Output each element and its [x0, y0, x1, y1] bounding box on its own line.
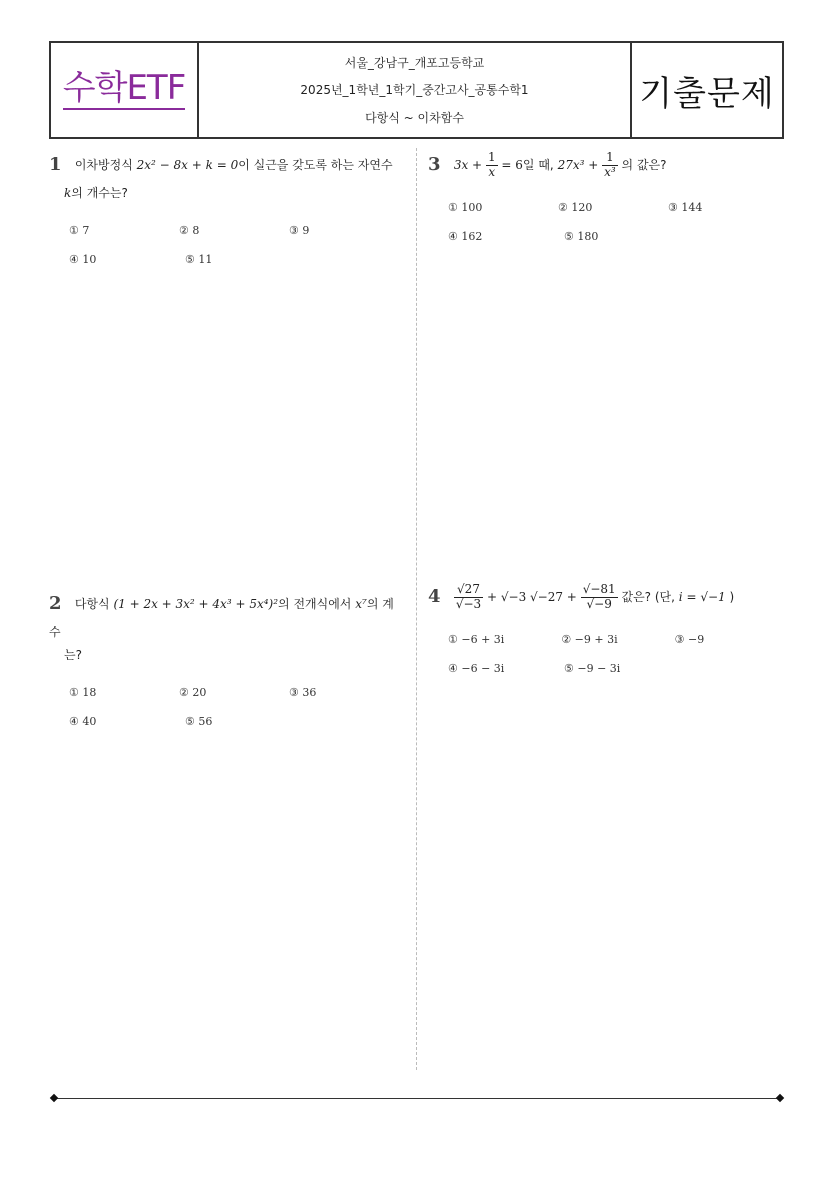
choice-2[interactable]: ② 8	[179, 224, 200, 238]
choice-3[interactable]: ③ −9	[674, 633, 705, 647]
math-expression: 27x³ +	[557, 158, 599, 172]
fraction: $\frac{√-81}{√-9}$	[582, 582, 616, 611]
choice-2[interactable]: ② 120	[558, 201, 593, 215]
logo-box	[51, 43, 199, 137]
question-number: 1	[49, 154, 62, 175]
question-text: )	[729, 590, 735, 604]
fraction: $\frac{√27}{√-3}$	[455, 582, 482, 611]
math-expression: 2x² − 8x + k = 0	[136, 158, 239, 172]
math-expression: 3x +	[453, 158, 483, 172]
choice-1[interactable]: ① −6 + 3i	[448, 633, 505, 647]
question-text: 이차방정식	[74, 158, 133, 172]
math-expression: (1 + 2x + 3x² + 4x³ + 5x⁴)²	[113, 597, 279, 611]
answer-choices	[49, 679, 399, 737]
answer-choices	[49, 217, 399, 275]
answer-choices	[428, 626, 788, 684]
fraction: $\frac{1}{\text{x³}}$	[604, 150, 616, 179]
logo: 수학ETF	[63, 70, 186, 110]
question-text: 의 값은?	[621, 158, 667, 172]
choice-5[interactable]: ⑤ −9 − 3i	[564, 662, 621, 676]
choice-4[interactable]: ④ 10	[69, 253, 97, 267]
exam-scope: 다항식 ~ 이차함수	[365, 110, 464, 125]
question-3	[428, 148, 778, 252]
choice-5[interactable]: ⑤ 56	[185, 714, 213, 728]
choice-4[interactable]: ④ 40	[69, 714, 97, 728]
question-1	[49, 148, 399, 275]
choice-3[interactable]: ③ 9	[289, 224, 310, 238]
diamond-icon	[50, 1094, 58, 1102]
question-number: 4	[428, 586, 441, 607]
header-label: 기출문제	[639, 73, 775, 114]
math-variable: k	[64, 186, 72, 201]
choice-4[interactable]: ④ 162	[448, 230, 483, 244]
choice-4[interactable]: ④ −6 − 3i	[448, 662, 505, 676]
exam-info	[199, 43, 632, 137]
math-expression: + √−3 √−27 +	[487, 590, 577, 604]
question-text: 값은? (단,	[621, 590, 675, 604]
choice-5[interactable]: ⑤ 180	[564, 230, 599, 244]
math-expression: i = √−1	[678, 590, 726, 604]
question-number: 3	[428, 154, 441, 175]
question-text: 는?	[64, 647, 82, 662]
math-expression: = 6	[501, 158, 523, 172]
diamond-icon	[776, 1094, 784, 1102]
footer-rule	[53, 1098, 781, 1099]
choice-1[interactable]: ① 7	[69, 224, 90, 238]
choice-2[interactable]: ② −9 + 3i	[561, 633, 618, 647]
school-name: 서울_강남구_개포고등학교	[344, 56, 485, 71]
question-text: 이 실근을 갖도록 하는 자연수	[238, 158, 393, 172]
fraction: $\frac{1}{x}$	[487, 150, 496, 179]
question-number: 2	[49, 593, 62, 614]
exam-title: 2025년_1학년_1학기_중간고사_공통수학1	[300, 83, 529, 98]
answer-choices	[428, 194, 778, 252]
question-text: 의 전개식에서	[278, 597, 352, 611]
question-4	[428, 580, 788, 684]
choice-3[interactable]: ③ 36	[289, 685, 317, 699]
exam-header	[49, 41, 784, 139]
math-term: x⁷	[355, 597, 367, 611]
choice-1[interactable]: ① 100	[448, 201, 483, 215]
question-text: 의 계수	[49, 597, 394, 640]
choice-1[interactable]: ① 18	[69, 685, 97, 699]
question-text: 다항식	[74, 597, 110, 611]
choice-2[interactable]: ② 20	[179, 685, 207, 699]
question-2	[49, 587, 399, 737]
column-divider	[416, 148, 417, 1070]
choice-5[interactable]: ⑤ 11	[185, 253, 213, 267]
question-text: 일 때,	[522, 158, 554, 172]
choice-3[interactable]: ③ 144	[668, 201, 703, 215]
question-text: 의 개수는?	[71, 186, 128, 201]
